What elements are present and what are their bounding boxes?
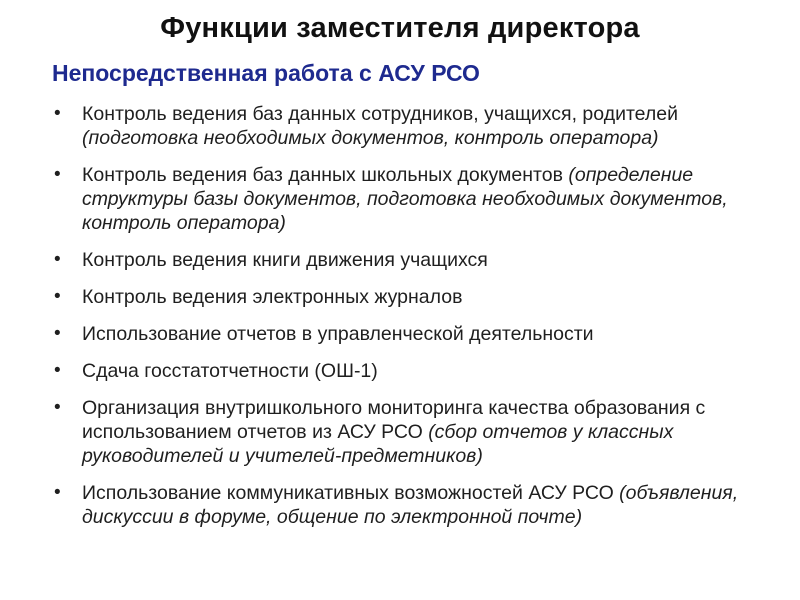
bullet-icon: •: [54, 103, 61, 124]
bullet-icon: •: [54, 249, 61, 270]
bullet-icon: •: [54, 397, 61, 418]
list-item: [0, 102, 800, 150]
item-text: Контроль ведения электронных журналов: [82, 286, 463, 308]
item-text: Контроль ведения баз данных сотрудников, учащихся, родителей: [82, 103, 678, 125]
list-item: [0, 163, 800, 235]
list-item: [0, 248, 800, 272]
list-item: [0, 322, 800, 346]
item-text: Использование коммуникативных возможностей АСУ РСО: [82, 482, 620, 504]
list-item: [0, 285, 800, 309]
item-text: Организация внутришкольного мониторинга качества образования с использованием отчетов из АСУ РСО: [82, 397, 706, 443]
item-note: (определение структуры базы документов, подготовка необходимых документов, контроль оператора): [82, 164, 728, 234]
item-note: (подготовка необходимых документов, контроль оператора): [82, 127, 659, 149]
bullet-icon: •: [54, 323, 61, 344]
item-note: (объявления, дискуссии в форуме, общение по электронной почте): [82, 482, 739, 528]
bullet-icon: •: [54, 286, 61, 307]
section-subtitle: Непосредственная работа с АСУ РСО: [52, 60, 480, 86]
bullet-icon: •: [54, 164, 61, 185]
function-list: [0, 102, 800, 542]
page-title: Функции заместителя директора: [160, 12, 640, 44]
list-item: [0, 396, 800, 468]
list-item: [0, 481, 800, 529]
item-text: Использование отчетов в управленческой деятельности: [82, 323, 594, 345]
item-text: Сдача госстатотчетности (ОШ-1): [82, 360, 378, 382]
list-item: [0, 359, 800, 383]
bullet-icon: •: [54, 482, 61, 503]
item-text: Контроль ведения баз данных школьных документов: [82, 164, 569, 186]
item-text: Контроль ведения книги движения учащихся: [82, 249, 488, 271]
item-note: (сбор отчетов у классных руководителей и учителей-предметников): [82, 421, 674, 467]
bullet-icon: •: [54, 360, 61, 381]
